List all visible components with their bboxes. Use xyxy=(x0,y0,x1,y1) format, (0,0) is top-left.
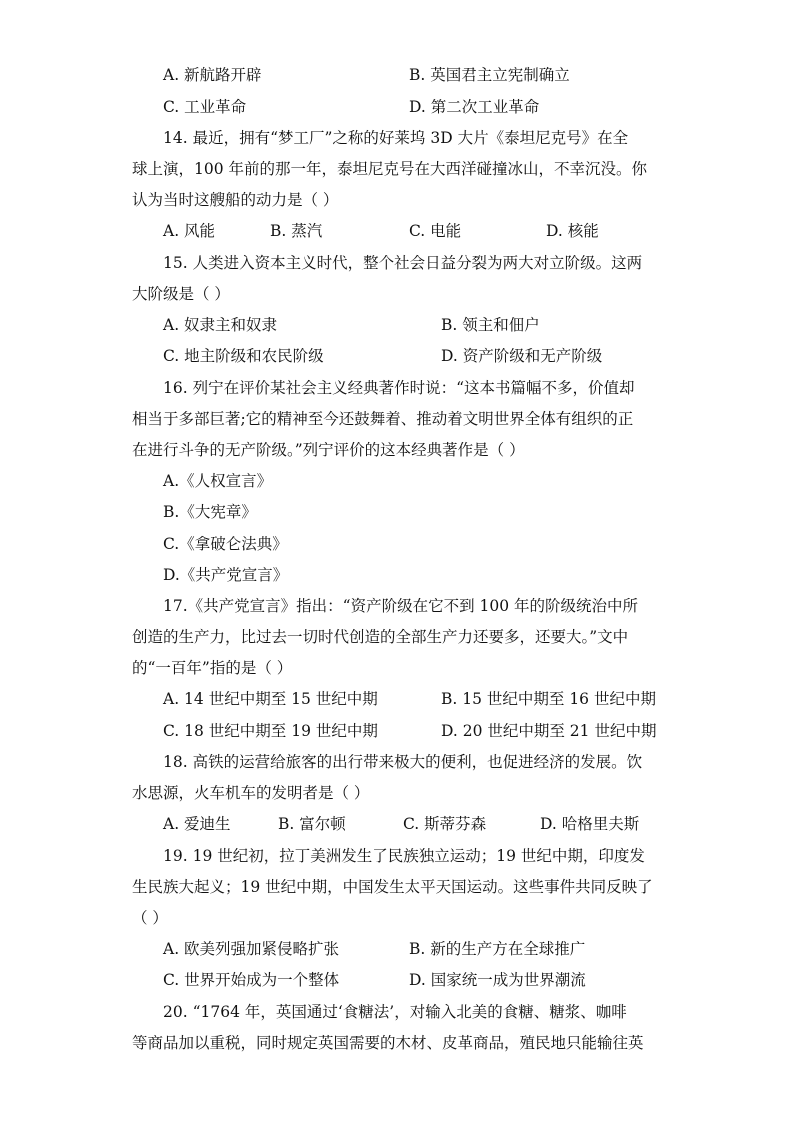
q18-option-a: A. 爱迪生 xyxy=(163,815,231,833)
q18-option-b: B. 富尔顿 xyxy=(278,815,346,833)
q17-stem-line-2: 创造的生产力，比过去一切时代创造的全部生产力还要多，还要大。”文中 xyxy=(132,628,629,646)
q20-stem-line-1: 20. “1764 年，英国通过‘食糖法’，对输入北美的食糖、糖浆、咖啡 xyxy=(163,1003,627,1021)
q16-option-c: C.《拿破仑法典》 xyxy=(163,535,288,553)
q13-option-a: A. 新航路开辟 xyxy=(163,66,262,84)
q14-option-a: A. 风能 xyxy=(163,222,216,240)
q19-option-c: C. 世界开始成为一个整体 xyxy=(163,971,340,989)
q15-stem-line-2: 大阶级是（ ） xyxy=(132,285,230,303)
q17-stem-line-3: 的“一百年”指的是（ ） xyxy=(132,659,293,677)
q13-option-c: C. 工业革命 xyxy=(163,98,247,116)
q17-option-d: D. 20 世纪中期至 21 世纪中期 xyxy=(441,722,657,740)
q19-stem-line-1: 19. 19 世纪初，拉丁美洲发生了民族独立运动；19 世纪中期，印度发 xyxy=(163,847,645,865)
q14-option-d: D. 核能 xyxy=(546,222,599,240)
q19-option-b: B. 新的生产方在全球推广 xyxy=(409,940,586,958)
q14-stem-line-1: 14. 最近，拥有“梦工厂”之称的好莱坞 3D 大片《泰坦尼克号》在全 xyxy=(163,129,629,147)
q18-stem-line-2: 水思源，火车机车的发明者是（ ） xyxy=(132,784,370,802)
q18-option-d: D. 哈格里夫斯 xyxy=(540,815,640,833)
q17-option-a: A. 14 世纪中期至 15 世纪中期 xyxy=(163,690,378,708)
q13-option-d: D. 第二次工业革命 xyxy=(409,98,540,116)
q14-stem-line-3: 认为当时这艘船的动力是（ ） xyxy=(132,191,339,209)
q13-option-b: B. 英国君主立宪制确立 xyxy=(409,66,570,84)
q18-option-c: C. 斯蒂芬森 xyxy=(403,815,487,833)
q16-stem-line-3: 在进行斗争的无产阶级。”列宁评价的这本经典著作是（ ） xyxy=(132,441,525,459)
q19-option-a: A. 欧美列强加紧侵略扩张 xyxy=(163,940,340,958)
q14-option-b: B. 蒸汽 xyxy=(270,222,323,240)
q14-option-c: C. 电能 xyxy=(409,222,462,240)
q15-stem-line-1: 15. 人类进入资本主义时代，整个社会日益分裂为两大对立阶级。这两 xyxy=(163,254,643,272)
q15-option-a: A. 奴隶主和奴隶 xyxy=(163,316,278,334)
q17-stem-line-1: 17.《共产党宣言》指出：“资产阶级在它不到 100 年的阶级统治中所 xyxy=(163,597,639,615)
q17-option-c: C. 18 世纪中期至 19 世纪中期 xyxy=(163,722,378,740)
q19-stem-line-2: 生民族大起义；19 世纪中期，中国发生太平天国运动。这些事件共同反映了 xyxy=(132,878,653,896)
q16-stem-line-1: 16. 列宁在评价某社会主义经典著作时说：“这本书篇幅不多，价值却 xyxy=(163,379,635,397)
q16-option-a: A.《人权宣言》 xyxy=(163,472,273,490)
q14-stem-line-2: 球上演，100 年前的那一年，泰坦尼克号在大西洋碰撞冰山，不幸沉没。你 xyxy=(132,160,648,178)
q16-stem-line-2: 相当于多部巨著;它的精神至今还鼓舞着、推动着文明世界全体有组织的正 xyxy=(132,410,634,428)
q15-option-c: C. 地主阶级和农民阶级 xyxy=(163,347,324,365)
q20-stem-line-2: 等商品加以重税，同时规定英国需要的木材、皮革商品，殖民地只能输往英 xyxy=(132,1034,644,1052)
q19-stem-line-3: （ ） xyxy=(132,909,168,927)
q16-option-d: D.《共产党宣言》 xyxy=(163,566,289,584)
q18-stem-line-1: 18. 高铁的运营给旅客的出行带来极大的便利，也促进经济的发展。饮 xyxy=(163,753,643,771)
q15-option-b: B. 领主和佃户 xyxy=(441,316,540,334)
q19-option-d: D. 国家统一成为世界潮流 xyxy=(409,971,586,989)
q17-option-b: B. 15 世纪中期至 16 世纪中期 xyxy=(441,690,656,708)
q16-option-b: B.《大宪章》 xyxy=(163,503,257,521)
q15-option-d: D. 资产阶级和无产阶级 xyxy=(441,347,603,365)
